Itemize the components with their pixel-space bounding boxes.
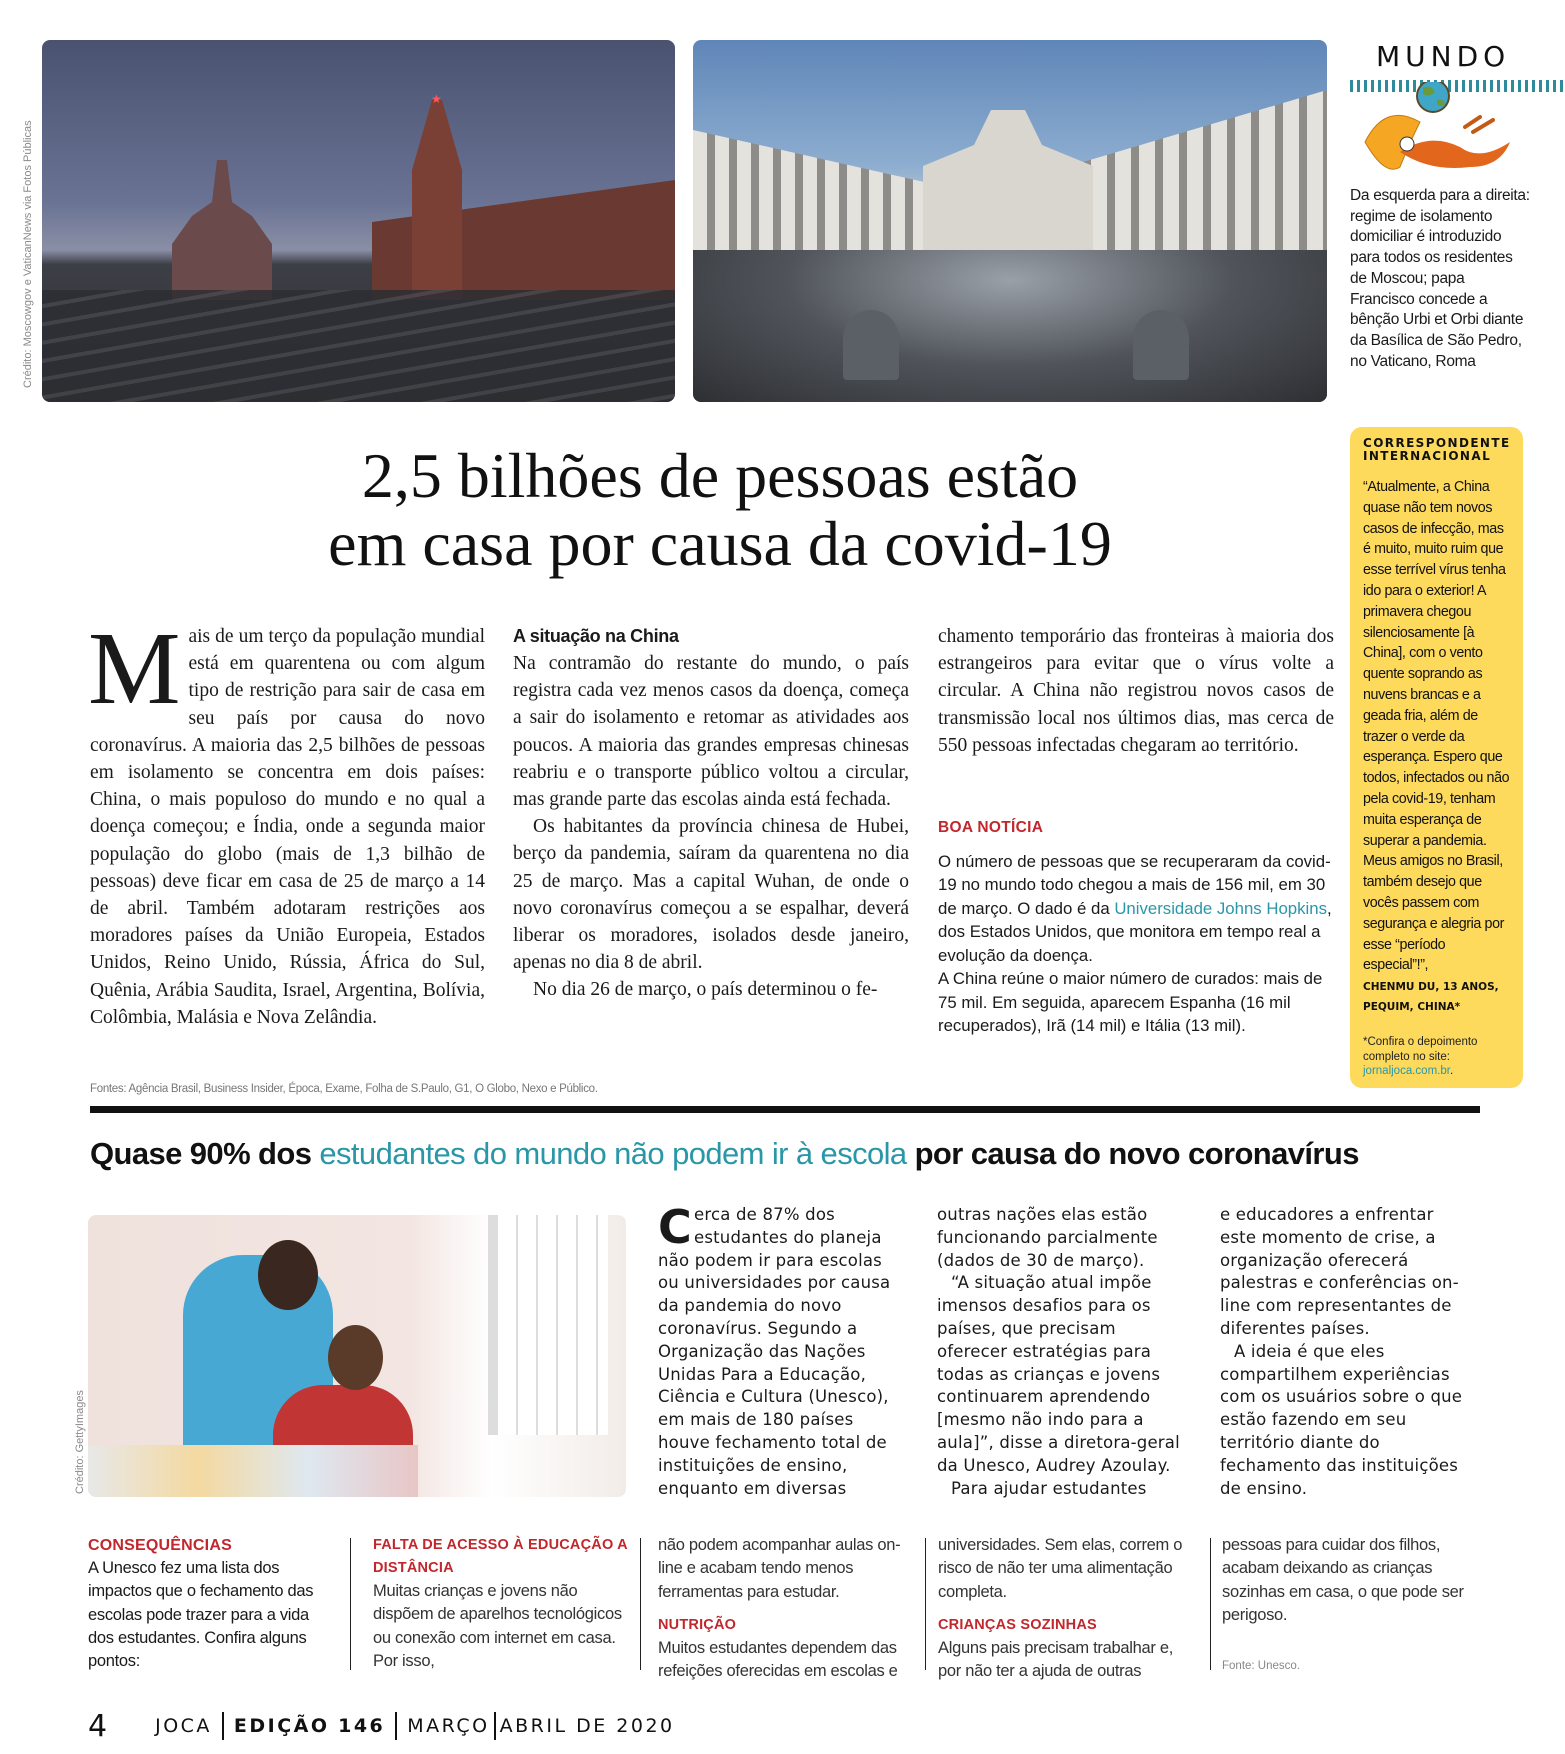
drop-cap: M [88, 611, 181, 726]
paragraph: No dia 26 de março, o país determinou o fe- [533, 979, 878, 1001]
paragraph: outras nações elas estão funcionando parcialmente (dados de 30 de março). [937, 1205, 1158, 1270]
edition-number: 146 [338, 1715, 386, 1737]
column-divider [1210, 1538, 1211, 1670]
article2-headline [90, 1136, 1490, 1172]
brand: JOCA [155, 1715, 212, 1737]
table-shape [88, 1445, 418, 1497]
good-news-text [938, 850, 1338, 968]
photo-credit-kids: Crédito: GettyImages [74, 1390, 86, 1494]
article2-column-2 [937, 1204, 1187, 1500]
correspondent-quote: “Atualmente, a China quase não tem novos casos de infecção, mas é muito, muito ruim que esse terrível vírus tenha ido para o exterior! A primavera chegou silenciosamente [à China], com o vento quente soprando as nuvens brancas e a geada fria, além de trazer o verde da esperança. Espero que todos, infectados ou não pela covid-19, tenham muita esperança de superar a pandemia. Meus amigos no Brasil, também desejo que vocês passem com segurança e alegria por esse “período especial”!”, [1363, 479, 1510, 974]
correspondent-box [1350, 427, 1523, 1088]
colonnade-right-shape [1083, 90, 1327, 250]
consequence-title: FALTA DE ACESSO À EDUCAÇÃO A DISTÂNCIA [373, 1537, 628, 1576]
consequence-item [373, 1534, 628, 1673]
consequence-text: pessoas para cuidar dos filhos, acabam deixando as crianças sozinhas em casa, o que pode ser perigoso. [1222, 1536, 1464, 1624]
edition-label: EDIÇÃO [233, 1715, 330, 1737]
article2-column-3 [1220, 1204, 1470, 1500]
good-news-box [938, 816, 1338, 1038]
paragraph: chamento temporário das fronteiras à maioria dos estrangeiros para evitar que o vírus volte a circular. A China não registrou novos casos de transmissão local nos últimos dias, mas cerca de 550 pessoas infectadas chegaram ao território. [938, 626, 1334, 756]
photo-credit-top: Crédito: Moscowgov e VaticanNews via Fotos Públicas [22, 120, 34, 388]
consequence-item [658, 1534, 913, 1683]
article2-column-1 [658, 1200, 908, 1500]
consequences-intro [88, 1534, 333, 1673]
paragraph: Na contramão do restante do mundo, o país registra cada vez menos casos da doença, começa a sair do isolamento e retomar as atividades aos poucos. A maioria das grandes empresas chinesas reabriu e o transporte público voltou a circular, mas grande parte das escolas ainda está fechada. [513, 653, 909, 811]
mother-head-shape [258, 1240, 318, 1310]
mascot-globe-icon [1355, 82, 1520, 192]
bollard-shape [1133, 310, 1189, 380]
section-divider [90, 1106, 1480, 1113]
column-divider [350, 1538, 351, 1670]
paragraph: A ideia é que eles compartilhem experiências com os usuários sobre o que estão fazendo em seu território diante do fechamento das instituições de ensino. [1220, 1341, 1463, 1498]
article-title [110, 442, 1330, 578]
title-line-2: em casa por causa da covid-19 [328, 508, 1112, 579]
paragraph: “A situação atual impõe imensos desafios para os países, que precisam oferecer estratégias para todas as crianças e jovens continuarem aprendendo [mesmo não indo para a aula]”, disse a diretora-geral da Unesco, Audrey Azoulay. [937, 1273, 1180, 1475]
article-column-3 [938, 623, 1334, 759]
drop-cap: C [658, 1200, 692, 1254]
subheading: A situação na China [513, 626, 679, 646]
consequence-title: NUTRIÇÃO [658, 1616, 737, 1633]
title-line-1: 2,5 bilhões de pessoas estão [361, 440, 1079, 511]
paragraph: e educadores a enfrentar este momento de crise, a organização oferecerá palestras e conferências on-line com representantes de diferentes países. [1220, 1205, 1459, 1338]
window-shape [488, 1215, 608, 1435]
month-2: ABRIL DE 2020 [499, 1715, 675, 1737]
paragraph: Para ajudar estudantes [951, 1478, 1147, 1498]
article-column-1 [88, 611, 485, 1031]
column-divider [640, 1538, 641, 1670]
consequence-text: universidades. Sem elas, correm o risco de não ter uma alimentação completa. [938, 1536, 1183, 1601]
text: , dos Estados Unidos, que monitora em tempo real a evolução da doença. [938, 898, 1332, 965]
vatican-photo [693, 40, 1327, 402]
boy-head-shape [328, 1325, 383, 1390]
cathedral-shape [172, 160, 272, 300]
good-news-text-2: A China reúne o maior número de curados: mais de 75 mil. Em seguida, aparecem Espanha (16 mil recuperados), Irã (14 mil) e Itália (13 mil). [938, 969, 1323, 1035]
paragraph: erca de 87% dos estudantes do planeja não podem ir para escolas ou universidades por causa da pandemia do novo coronavírus. Segundo a Organização das Nações Unidas Para a Educação, Ciência e Cultura (Unesco), em mais de 180 países houve fechamento total de instituições de ensino, enquanto em diversas [658, 1205, 891, 1498]
headline-highlight: estudantes do mundo não podem ir à escola [319, 1136, 907, 1171]
section-title: MUNDO [1376, 40, 1511, 73]
star-icon: ★ [431, 92, 442, 106]
cobblestones-shape [42, 290, 675, 402]
photo-caption: Da esquerda para a direita: regime de isolamento domiciliar é introduzido para todos os residentes de Moscou; papa Francisco concede a bênção Urbi et Orbi diante da Basílica de São Pedro, no Vaticano, Roma [1350, 187, 1530, 370]
correspondent-note [1363, 1035, 1510, 1079]
moscow-photo [42, 40, 675, 402]
text: Quase 90% dos [90, 1136, 320, 1171]
kremlin-tower-shape [412, 100, 462, 300]
paragraph: ais de um terço da população mundial está em quarentena ou com algum tipo de restrição para sair de casa em seu país por causa do novo coronavírus. A maioria das 2,5 bilhões de pessoas em isolamento se concentra em dois países: China, o mais populoso do mundo e no qual a doença começou; e Índia, onde a segunda maior população do globo (mais de 1,3 bilhão de pessoas) deve ficar em casa de 25 de março a 14 de abril. Também adotaram restrições aos moradores países da União Europeia, Estados Unidos, Reino Unido, Rússia, África do Sul, Quênia, Arábia Saudita, Israel, Argentina, Bolívia, Colômbia, Malásia e Nova Zelândia. [90, 626, 485, 1028]
text: *Confira o depoimento completo no site: [1363, 1036, 1478, 1063]
separator [395, 1712, 397, 1740]
site-link[interactable]: jornaljoca.com.br [1363, 1065, 1450, 1078]
johns-hopkins-link[interactable]: Universidade Johns Hopkins [1114, 898, 1327, 918]
consequence-text: Muitos estudantes dependem das refeições oferecidas em escolas e [658, 1638, 898, 1681]
good-news-title: BOA NOTÍCIA [938, 819, 1044, 836]
consequence-text: Muitas crianças e jovens não dispõem de aparelhos tecnológicos ou conexão com internet em casa. Por isso, [373, 1582, 622, 1670]
bollard-shape [843, 310, 899, 380]
correspondent-author: CHENMU DU, 13 ANOS, PEQUIM, CHINA* [1363, 981, 1499, 1013]
piazza-shape [693, 250, 1327, 402]
consequences-title: CONSEQUÊNCIAS [88, 1537, 232, 1554]
consequence-text: Alguns pais precisam trabalhar e, por não ter a ajuda de outras [938, 1638, 1173, 1681]
separator [494, 1712, 496, 1740]
month-1: MARÇO [407, 1715, 490, 1737]
article-column-2 [513, 623, 909, 1004]
edition [234, 1715, 385, 1737]
source-line: Fonte: Unesco. [1222, 1660, 1300, 1672]
basilica-shape [923, 110, 1093, 250]
consequence-item [1222, 1534, 1477, 1627]
page-footer [88, 1708, 675, 1744]
column-divider [925, 1538, 926, 1670]
text: . [1449, 1065, 1454, 1078]
consequence-title: CRIANÇAS SOZINHAS [938, 1616, 1097, 1633]
consequence-text: não podem acompanhar aulas on-line e acabam tendo menos ferramentas para estudar. [658, 1536, 901, 1601]
consequence-item [938, 1534, 1193, 1683]
page-number: 4 [88, 1708, 108, 1744]
text: O número de pessoas que se recuperaram da covid-19 no mundo todo chegou a mais de 156 mil, em 30 de março. O dado é da [938, 851, 1331, 918]
correspondent-title: CORRESPONDENTE INTERNACIONAL [1363, 436, 1511, 463]
consequences-text: A Unesco fez uma lista dos impactos que o fechamento das escolas pode trazer para a vida dos estudantes. Confira alguns pontos: [88, 1559, 314, 1671]
colonnade-left-shape [693, 130, 933, 250]
kids-studying-photo [88, 1215, 626, 1497]
sources-line: Fontes: Agência Brasil, Business Insider, Época, Exame, Folha de S.Paulo, G1, O Globo, Nexo e Público. [90, 1083, 598, 1095]
separator [222, 1712, 224, 1740]
text: por causa do novo coronavírus [906, 1136, 1359, 1171]
paragraph: Os habitantes da província chinesa de Hubei, berço da pandemia, saíram da quarentena no dia 25 de março. Mas a capital Wuhan, de onde o novo coronavírus começou a se espalhar, deverá liberar os moradores, isolados desde janeiro, apenas no dia 8 de abril. [513, 816, 909, 974]
